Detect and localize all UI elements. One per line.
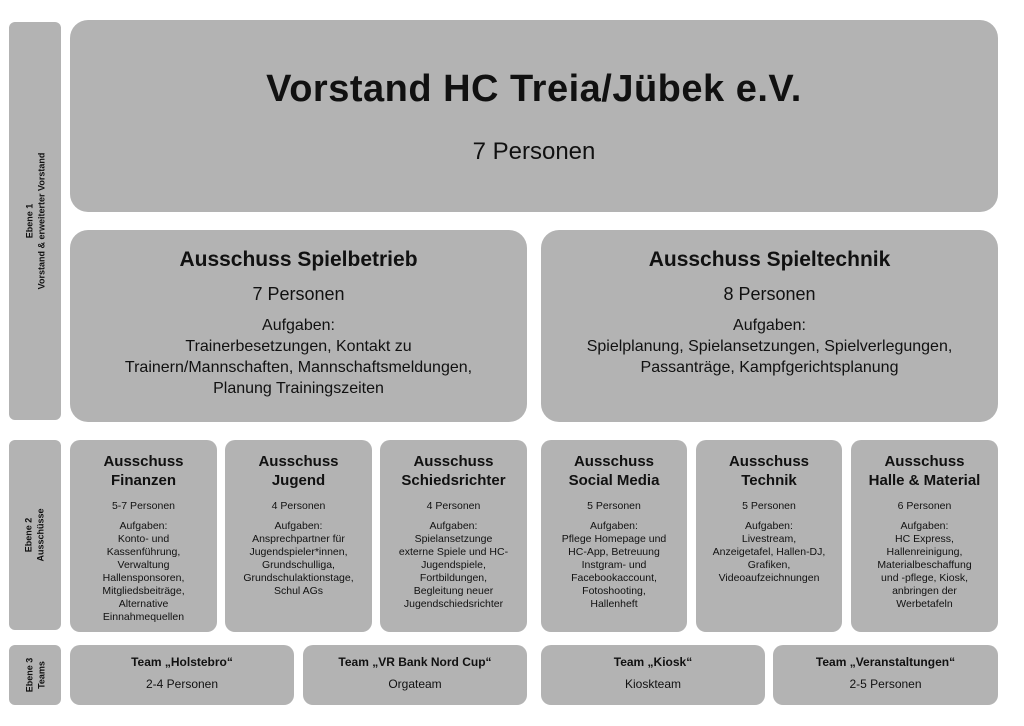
title-line: Jugend (271, 472, 326, 489)
task-line: Passanträge, Kampfgerichtsplanung (640, 359, 899, 376)
committee-tasks (380, 520, 527, 611)
board-persons: 7 Personen (472, 138, 596, 165)
team-title: Team „Veranstaltungen“ (815, 655, 956, 669)
committee-persons: 7 Personen (252, 284, 345, 304)
committee-persons: 4 Personen (426, 500, 481, 512)
task-line: Verwaltung (117, 559, 170, 571)
task-line: Videoaufzeichnungen (718, 572, 820, 584)
level-2-name: Ausschüsse (36, 508, 46, 562)
team-subtitle: 2-4 Personen (145, 677, 219, 691)
committee-tasks (225, 520, 372, 598)
team-title: Team „Kiosk“ (613, 655, 693, 669)
task-line: Spielansetzunge (414, 533, 493, 545)
committee-title (380, 452, 527, 490)
task-line: Werbetafeln (896, 598, 953, 610)
level-3-name: Teams (35, 661, 46, 689)
committee-title (541, 452, 687, 490)
team-subtitle: Kioskteam (624, 677, 682, 691)
team-vr-bank-nord-cup (303, 645, 527, 705)
team-holstebro (70, 645, 294, 705)
title-line: Schiedsrichter (401, 472, 506, 489)
task-line: Aufgaben: (900, 520, 949, 532)
task-line: Schul AGs (273, 585, 324, 597)
committee-title (225, 452, 372, 490)
task-line: Anzeigetafel, Hallen-DJ, (712, 546, 826, 558)
task-line: Spielplanung, Spielansetzungen, Spielverlegungen, (586, 338, 953, 355)
level-3-label (9, 645, 61, 705)
task-line: Aufgaben: (429, 520, 478, 532)
title-line: Ausschuss (884, 453, 965, 470)
board-title: Vorstand HC Treia/Jübek e.V. (266, 68, 802, 110)
task-line: Fortbildungen, (419, 572, 488, 584)
task-line: Hallensponsoren, (102, 572, 185, 584)
team-title: Team „Holstebro“ (131, 655, 233, 669)
committee-persons: 8 Personen (723, 284, 816, 304)
task-line: Aufgaben: (590, 520, 638, 532)
level-1-number: Ebene 1 (24, 203, 35, 239)
task-line: Pflege Homepage und (561, 533, 667, 545)
committee-title (696, 452, 842, 490)
title-line: Ausschuss (258, 453, 339, 470)
committee-title: Ausschuss Spielbetrieb (179, 248, 418, 271)
task-line: Jugendschiedsrichter (403, 598, 504, 610)
committee-schiedsrichter (380, 440, 527, 632)
task-line: HC Express, (895, 533, 954, 545)
title-line: Ausschuss (103, 453, 184, 470)
task-line: Aufgaben: (745, 520, 793, 532)
committee-technik (696, 440, 842, 632)
task-line: Aufgaben: (119, 520, 168, 532)
task-line: Einnahmequellen (102, 611, 185, 623)
committee-tasks (696, 520, 842, 585)
task-line: Grafiken, (747, 559, 791, 571)
task-line: Jugendspieler*innen, (249, 546, 348, 558)
title-line: Ausschuss (728, 453, 810, 470)
team-kiosk (541, 645, 765, 705)
team-veranstaltungen (773, 645, 998, 705)
task-line: Jugendspiele, (421, 559, 486, 571)
committee-spielbetrieb (70, 230, 527, 422)
committee-tasks (541, 315, 998, 378)
task-line: HC-App, Betreuung (568, 546, 660, 558)
level-1-name: Vorstand & erweiterter Vorstand (36, 152, 47, 290)
task-line: Alternative (118, 598, 169, 610)
task-line: Hallenheft (590, 598, 638, 610)
committee-persons: 6 Personen (897, 500, 952, 512)
task-line: Ansprechpartner für (252, 533, 345, 545)
committee-halle-material (851, 440, 998, 632)
team-title: Team „VR Bank Nord Cup“ (338, 655, 492, 669)
committee-persons: 5 Personen (587, 500, 641, 512)
title-line: Finanzen (110, 472, 176, 489)
board-box (70, 20, 998, 212)
committee-persons: 5-7 Personen (111, 500, 176, 512)
task-line: Hallenreinigung, (886, 546, 963, 558)
level-3-number: Ebene 3 (23, 657, 34, 693)
task-line: Mitgliedsbeiträge, (102, 585, 185, 597)
task-line: Fotoshooting, (582, 585, 646, 597)
committee-title (70, 452, 217, 490)
committee-jugend (225, 440, 372, 632)
committee-title (851, 452, 998, 490)
task-line: Kassenführung, (106, 546, 181, 558)
title-line: Technik (741, 472, 797, 489)
task-line: Instgram- und (581, 559, 647, 571)
committee-title: Ausschuss Spieltechnik (648, 248, 891, 271)
level-2-label (9, 440, 61, 630)
level-2-number: Ebene 2 (24, 517, 34, 553)
title-line: Ausschuss (573, 453, 655, 470)
team-subtitle: Orgateam (388, 677, 442, 691)
committee-persons: 4 Personen (271, 500, 326, 512)
task-line: Aufgaben: (262, 317, 335, 334)
task-line: Livestream, (741, 533, 797, 545)
task-line: Trainerbesetzungen, Kontakt zu (185, 338, 412, 355)
task-line: externe Spiele und HC- (398, 546, 509, 558)
title-line: Halle & Material (868, 472, 981, 489)
committee-finanzen (70, 440, 217, 632)
committee-tasks (70, 520, 217, 624)
task-line: Planung Trainingszeiten (213, 380, 384, 397)
committee-social-media (541, 440, 687, 632)
committee-spieltechnik (541, 230, 998, 422)
task-line: und -pflege, Kiosk, (881, 572, 968, 584)
task-line: Begleitung neuer (413, 585, 494, 597)
task-line: Facebookaccount, (571, 572, 657, 584)
title-line: Ausschuss (413, 453, 494, 470)
committee-tasks (851, 520, 998, 611)
task-line: Aufgaben: (733, 317, 806, 334)
committee-tasks (70, 315, 527, 399)
committee-tasks (541, 520, 687, 611)
task-line: anbringen der (892, 585, 957, 597)
task-line: Aufgaben: (274, 520, 323, 532)
task-line: Konto- und (117, 533, 170, 545)
committee-persons: 5 Personen (742, 500, 796, 512)
task-line: Grundschulliga, (262, 559, 335, 571)
title-line: Social Media (568, 472, 660, 489)
team-subtitle: 2-5 Personen (849, 677, 922, 691)
task-line: Materialbeschaffung (877, 559, 972, 571)
level-1-label (9, 22, 61, 420)
task-line: Grundschulaktionstage, (243, 572, 354, 584)
task-line: Trainern/Mannschaften, Mannschaftsmeldungen, (124, 359, 473, 376)
